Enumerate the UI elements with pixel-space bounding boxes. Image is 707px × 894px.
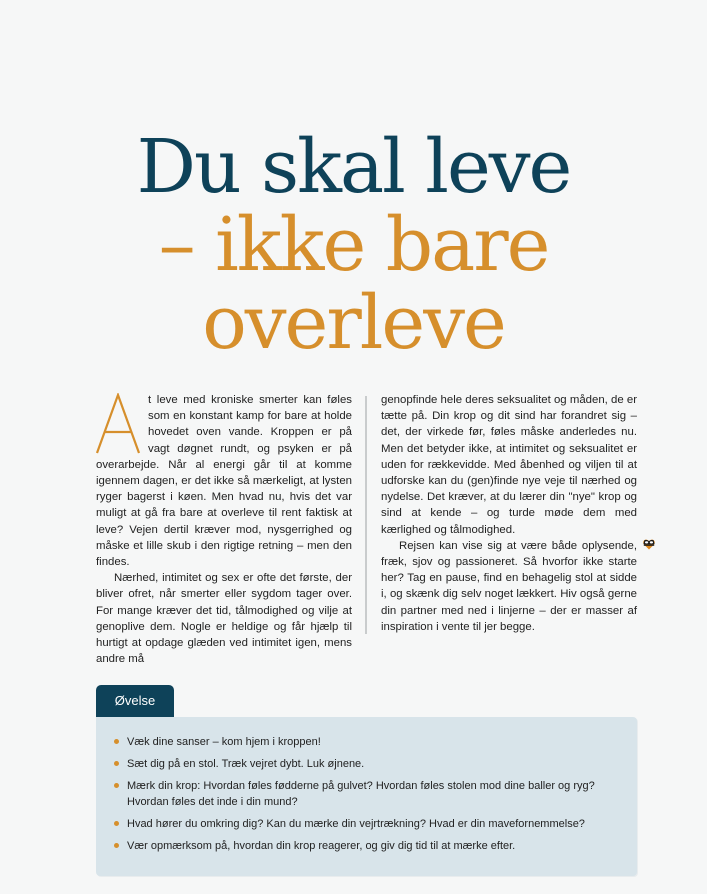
bullet-icon xyxy=(114,761,119,766)
list-item xyxy=(127,756,617,772)
title-line-2: – ikke bare xyxy=(158,202,549,288)
bullet-icon xyxy=(114,783,119,788)
page-title xyxy=(0,124,707,366)
paragraph: Nærhed, intimitet og sex er ofte det første, der bliver ofret, når smerter eller sygdom tager over. For mange kræver det tid, tålmodighed og vilje at genoplive dem. Nogle er heldige og får hjælp til hurtigt at opdage glæden ved intimitet igen, mens andre må xyxy=(96,572,352,666)
column-divider xyxy=(365,396,367,634)
list-item-text: Sæt dig på en stol. Træk vejret dybt. Luk øjnene. xyxy=(127,758,365,770)
bullet-icon xyxy=(114,843,119,848)
list-item-text: Væk dine sanser – kom hjem i kroppen! xyxy=(127,736,321,748)
heart-sunglasses-icon xyxy=(625,539,637,550)
paragraph-last xyxy=(381,538,637,635)
article-column-right xyxy=(381,392,637,635)
article-column-left xyxy=(96,392,352,667)
paragraph: genopfinde hele deres seksualitet og måden, de er tætte på. Din krop og dit sind har forandret sig – det, der virkede før, føles måske anderledes nu. Men det betyder ikke, at intimitet og seksualitet er uden for rækkevidde. Med åbenhed og viljen til at udforske kan du (gen)finde nye veje til nærhed og nydelse. Det kræver, at du lærer din "nye" krop og sind at kende – og turde møde dem med kærlighed og tålmodighed. xyxy=(381,394,637,536)
bullet-icon xyxy=(114,739,119,744)
list-item xyxy=(127,778,617,810)
paragraph-text: Rejsen kan vise sig at være både oplysende, fræk, sjov og passioneret. Så hvorfor ikke starte her? Tag en pause, find en behagelig stol at sidde i, og skænk dig selv noget lækkert. Hiv også gerne din partner med ned i linjerne – der er masser af inspiration i vente til jer begge. xyxy=(381,539,637,633)
drop-cap xyxy=(94,393,144,455)
exercise-tab: Øvelse xyxy=(96,685,174,718)
list-item xyxy=(127,734,617,750)
bullet-icon xyxy=(114,821,119,826)
list-item xyxy=(127,838,617,854)
paragraph: t leve med kroniske smerter kan føles som en konstant kamp for bare at holde hovedet oven vande. Kroppen er på vagt døgnet rundt, og psyken er på overarbejde. Når al energi går til at komme igennem dagen, er det ikke så mærkeligt, at lysten ryger bagerst i køen. Men hvad nu, hvis det var muligt at gå fra bare at overleve til rent faktisk at leve? Vejen dertil kræver mod, nysgerrighed og måske et lille skub i den rigtige retning – men den findes. xyxy=(96,394,352,569)
exercise-list xyxy=(96,717,637,854)
list-item-text: Mærk din krop: Hvordan føles fødderne på gulvet? Hvordan føles stolen mod dine baller og ryg? Hvordan føles det inde i din mund? xyxy=(127,780,595,808)
list-item xyxy=(127,816,617,832)
title-line-3: overleve xyxy=(202,280,505,366)
list-item-text: Hvad hører du omkring dig? Kan du mærke din vejrtrækning? Hvad er din mavefornemmelse? xyxy=(127,818,585,830)
exercise-box xyxy=(96,717,637,876)
list-item-text: Vær opmærksom på, hvordan din krop reagerer, og giv dig tid til at mærke efter. xyxy=(127,840,516,852)
title-line-1: Du skal leve xyxy=(136,124,571,210)
